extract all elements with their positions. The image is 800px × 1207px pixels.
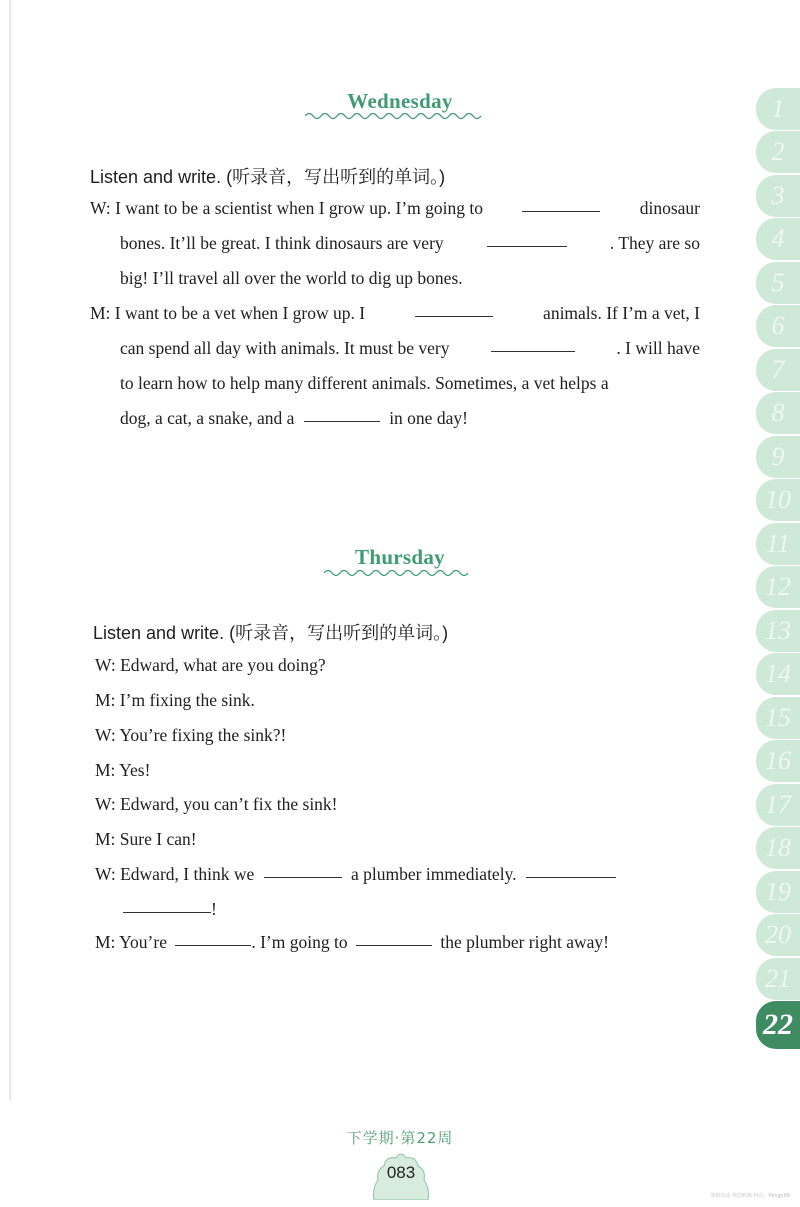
week-tab-19[interactable]: 19 bbox=[756, 871, 800, 913]
week-tab-12[interactable]: 12 bbox=[756, 566, 800, 608]
thu-line-6: M: Sure I can! bbox=[95, 829, 197, 849]
wed-blank-2[interactable] bbox=[487, 245, 567, 247]
thu-line-9-mid: . I’m going to bbox=[251, 932, 348, 952]
thursday-instruction: Listen and write. (听录音，写出听到的单词。) bbox=[93, 623, 449, 643]
week-tab-5[interactable]: 5 bbox=[756, 262, 800, 304]
wed-line-6 bbox=[120, 371, 700, 395]
week-tab-11[interactable]: 11 bbox=[756, 523, 800, 565]
week-tab-2[interactable]: 2 bbox=[756, 131, 800, 173]
thu-blank-3[interactable] bbox=[123, 911, 211, 913]
wed-line-4-text: M: I want to be a vet when I grow up. I bbox=[90, 303, 366, 323]
week-tab-16[interactable]: 16 bbox=[756, 740, 800, 782]
thu-line-7-text: W: Edward, I think we bbox=[95, 864, 255, 884]
wed-line-2 bbox=[120, 231, 700, 255]
week-tab-14[interactable]: 14 bbox=[756, 653, 800, 695]
week-tab-20[interactable]: 20 bbox=[756, 914, 800, 956]
week-tab-21[interactable]: 21 bbox=[756, 958, 800, 1000]
week-tab-1[interactable]: 1 bbox=[756, 88, 800, 130]
thu-line-9-text: M: You’re bbox=[95, 932, 167, 952]
thu-blank-4[interactable] bbox=[175, 944, 251, 946]
thu-line-4: M: Yes! bbox=[95, 760, 151, 780]
thu-line-8-tail: ! bbox=[211, 899, 217, 919]
thu-line-9 bbox=[95, 930, 609, 954]
footer-title: 下学期·第22周 bbox=[346, 1129, 454, 1147]
week-tab-4[interactable]: 4 bbox=[756, 218, 800, 260]
wed-line-6-text: to learn how to help many different animals. Sometimes, a vet helps a bbox=[120, 373, 609, 393]
thu-blank-1[interactable] bbox=[264, 876, 342, 878]
wed-line-5-text: can spend all day with animals. It must be very bbox=[120, 338, 450, 358]
wed-blank-3[interactable] bbox=[415, 315, 493, 317]
thu-line-1: W: Edward, what are you doing? bbox=[95, 655, 326, 675]
week-tab-15[interactable]: 15 bbox=[756, 697, 800, 739]
thu-line-2: M: I’m fixing the sink. bbox=[95, 690, 255, 710]
wednesday-instruction: Listen and write. (听录音，写出听到的单词。) bbox=[90, 167, 446, 187]
wed-line-5 bbox=[120, 336, 700, 360]
wed-line-5-tail: . I will have bbox=[616, 338, 700, 358]
thursday-title: Thursday bbox=[355, 545, 445, 569]
thu-blank-5[interactable] bbox=[356, 944, 432, 946]
wed-line-1-text: W: I want to be a scientist when I grow up. I’m going to bbox=[90, 198, 484, 218]
wed-line-1 bbox=[90, 196, 700, 220]
wed-line-2-tail: . They are so bbox=[609, 233, 700, 253]
week-tab-8[interactable]: 8 bbox=[756, 392, 800, 434]
thu-line-3: W: You’re fixing the sink?! bbox=[95, 725, 287, 745]
week-tab-17[interactable]: 17 bbox=[756, 784, 800, 826]
week-tab-10[interactable]: 10 bbox=[756, 479, 800, 521]
thursday-wave-underline bbox=[324, 568, 468, 578]
wed-line-4-tail: animals. If I’m a vet, I bbox=[543, 303, 700, 323]
thu-line-9-tail: the plumber right away! bbox=[440, 932, 609, 952]
thu-blank-2[interactable] bbox=[526, 876, 616, 878]
wed-blank-5[interactable] bbox=[304, 420, 380, 422]
wed-line-2-text: bones. It’ll be great. I think dinosaurs are very bbox=[120, 233, 444, 253]
wed-line-1-tail: dinosaur bbox=[639, 198, 700, 218]
wed-line-7 bbox=[120, 406, 468, 430]
wed-line-3: big! I’ll travel all over the world to dig up bones. bbox=[120, 268, 463, 288]
wednesday-wave-underline bbox=[305, 111, 483, 121]
wed-blank-1[interactable] bbox=[522, 210, 600, 212]
week-tab-22-active[interactable]: 22 bbox=[756, 1001, 800, 1049]
thu-line-5: W: Edward, you can’t fix the sink! bbox=[95, 794, 338, 814]
wed-blank-4[interactable] bbox=[491, 350, 575, 352]
thu-line-7 bbox=[95, 862, 616, 886]
week-tab-18[interactable]: 18 bbox=[756, 827, 800, 869]
watermark: 刘姐出品 欢迎转载 抖音：Pengy88 bbox=[710, 1193, 790, 1199]
week-tab-3[interactable]: 3 bbox=[756, 175, 800, 217]
week-tab-13[interactable]: 13 bbox=[756, 610, 800, 652]
thu-line-7-tail: a plumber immediately. bbox=[351, 864, 517, 884]
wednesday-title: Wednesday bbox=[347, 89, 453, 113]
wed-line-7-tail: in one day! bbox=[389, 408, 468, 428]
wed-line-7-text: dog, a cat, a snake, and a bbox=[120, 408, 295, 428]
week-tab-6[interactable]: 6 bbox=[756, 305, 800, 347]
week-tab-7[interactable]: 7 bbox=[756, 349, 800, 391]
page-number: 083 bbox=[386, 1163, 416, 1182]
week-tab-9[interactable]: 9 bbox=[756, 436, 800, 478]
thu-line-8 bbox=[123, 897, 217, 921]
wed-line-4 bbox=[90, 301, 700, 325]
